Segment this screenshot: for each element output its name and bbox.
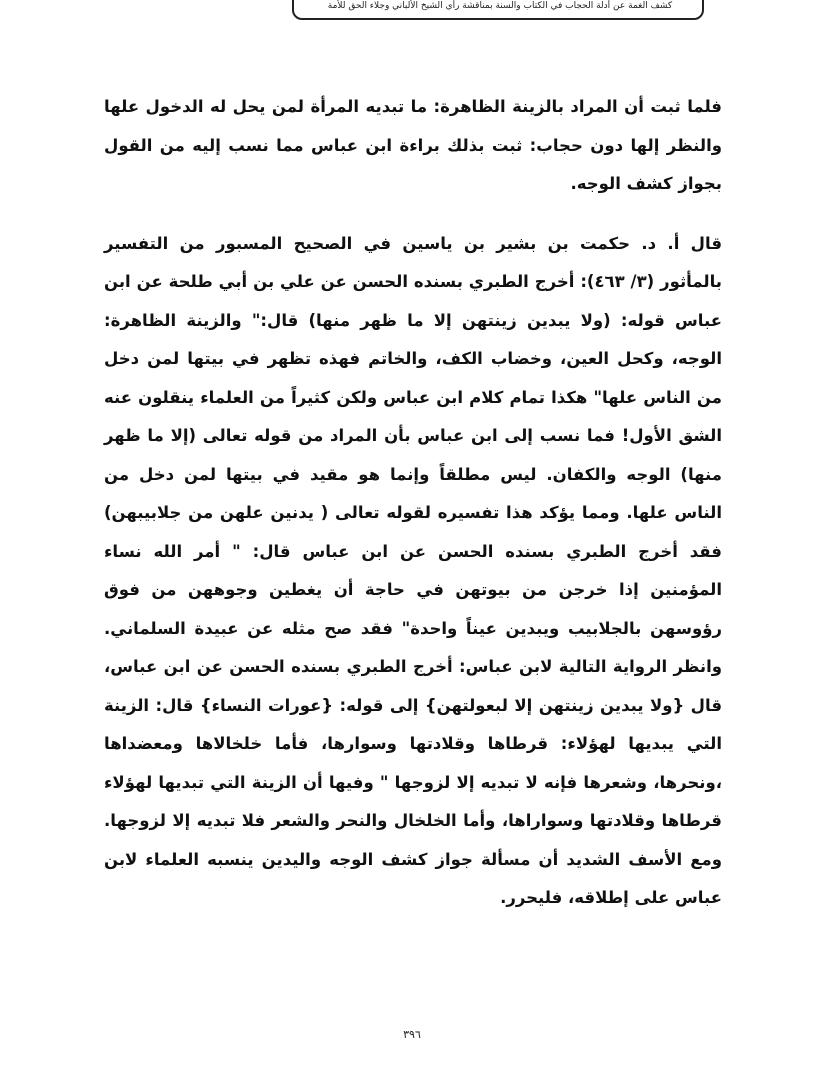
paragraph-conclusion: فلما ثبت أن المراد بالزينة الظاهرة: ما تبديه المرأة لمن يحل له الدخول علها والنظر إلها دون حجاب: ثبت بذلك براءة ابن عباس مما نسب إليه من القول بجواز كشف الوجه. xyxy=(104,97,722,193)
page-number: ٣٩٦ xyxy=(403,1028,421,1041)
paragraph-quotation: قال أ. د. حكمت بن بشير بن ياسين في الصحيح المسبور من التفسير بالمأثور (٣/ ٤٦٣): أخرج الطبري بسنده الحسن عن علي بن أبي طلحة عن ابن عباس قوله: (ولا يبدين زينتهن إلا ما ظهر منها) قال:" والزينة الظاهرة: الوجه، وكحل العين، وخضاب الكف، والخاتم فهذه تظهر في بيتها لمن دخل من الناس علها" هكذا تمام كلام ابن عباس ولكن كثيراً من العلماء ينقلون عنه الشق الأول! فما نسب إلى ابن عباس بأن المراد من قوله تعالى (إلا ما ظهر منها) الوجه والكفان. ليس مطلقاً وإنما هو مقيد في بيتها لمن دخل من الناس علها. ومما يؤكد هذا تفسيره لقوله تعالى ( يدنين علهن من جلابيبهن) فقد أخرج الطبري بسنده الحسن عن ابن عباس قال: " أمر الله نساء المؤمنين إذا خرجن من بيوتهن في حاجة أن يغطين وجوههن من فوق رؤوسهن بالجلابيب ويبدين عيناً واحدة" فقد صح مثله عن عبيدة السلماني. وانظر الرواية التالية لابن عباس: أخرج الطبري بسنده الحسن عن ابن عباس، قال {ولا يبدين زينتهن إلا لبعولتهن} إلى قوله: {عورات النساء} قال: الزينة التي يبديها لهؤلاء: قرطاها وقلادتها وسوارها، فأما خلخالاها ومعضداها ،ونحرها، وشعرها فإنه لا تبديه إلا لزوجها " وفيها أن الزينة التي تبديها لهؤلاء قرطاها وقلادتها وسواراها، وأما الخلخال والنحر والشعر فلا تبديه إلا لزوجها. ومع الأسف الشديد أن مسألة جواز كشف الوجه واليدين ينسبه العلماء لابن عباس على إطلاقه، فليحرر. xyxy=(104,233,722,907)
running-header-title: كشف الغمة عن أدلة الحجاب في الكتاب والسنة بمناقشة رأي الشيخ الألباني وجلاء الحق للأمة xyxy=(327,1,673,11)
page-body xyxy=(104,88,722,918)
